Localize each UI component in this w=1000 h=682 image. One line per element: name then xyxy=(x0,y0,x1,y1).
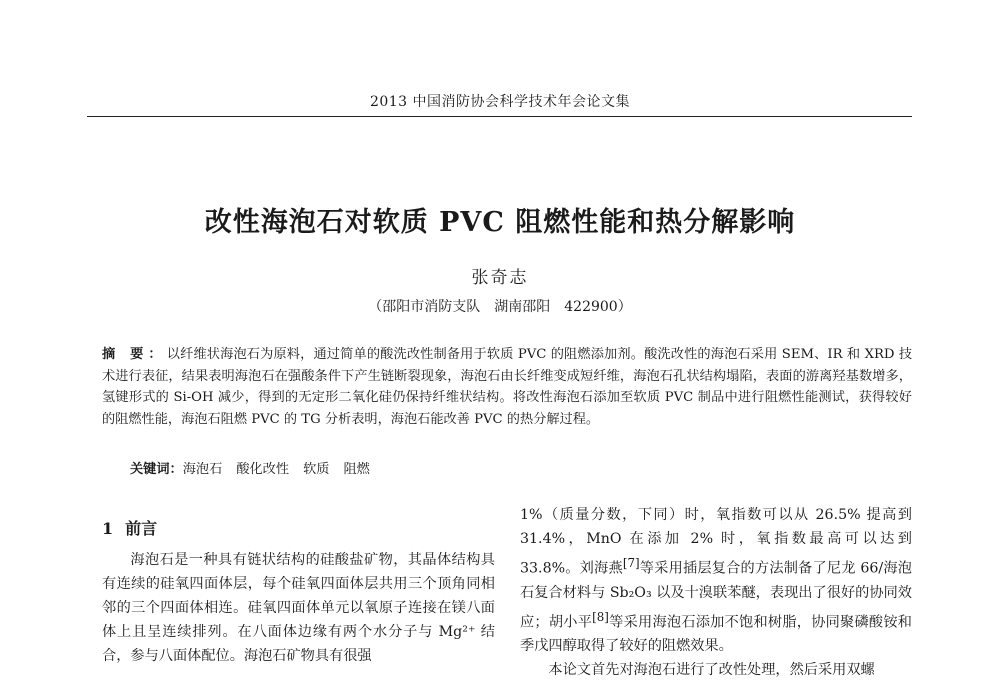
header-rule xyxy=(87,116,912,117)
abstract-label: 摘 要： xyxy=(102,347,167,362)
affiliation-close-paren: ） xyxy=(617,299,632,315)
affiliation xyxy=(0,296,1000,316)
keyword: 软质 xyxy=(303,462,330,477)
right-paragraph-1 xyxy=(520,503,912,658)
affiliation-open-paren: （ xyxy=(368,299,383,315)
right-column xyxy=(520,503,912,682)
right-paragraph-1-part2: 等采用插层复合的方法制备了尼龙 66/海泡石复合材料与 Sb₂O₃ 以及十溴联苯醚，表现出了很好的协同效应；胡小平 xyxy=(520,560,912,631)
left-column xyxy=(102,548,495,668)
keywords xyxy=(130,460,910,480)
running-header: 2013 中国消防协会科学技术年会论文集 xyxy=(369,94,631,110)
keywords-label: 关键词： xyxy=(130,462,183,477)
keyword: 海泡石 xyxy=(182,462,223,477)
author-name: 张奇志 xyxy=(471,268,529,288)
affiliation-zip: 422900 xyxy=(564,299,618,315)
citation-8: [8] xyxy=(592,609,609,624)
paper-title: 改性海泡石对软质 PVC 阻燃性能和热分解影响 xyxy=(204,207,796,238)
abstract-text: 以纤维状海泡石为原料，通过简单的酸洗改性制备用于软质 PVC 的阻燃添加剂。酸洗改性的海泡石采用 SEM、IR 和 XRD 技术进行表征，结果表明海泡石在强酸条件下产生链断裂现象，海泡石由长纤维变成短纤维，海泡石孔状结构塌陷，表面的游离羟基数增多，氢键形式的 Si-OH 减少，得到的无定形二氧化硅仍保持纤维状结构。将改性海泡石添加至软质 PVC 制品中进行阻燃性能测试，获得较好的阻燃性能，海泡石阻燃 PVC 的 TG 分析表明，海泡石能改善 PVC 的热分解过程。 xyxy=(102,347,913,427)
section-title: 前言 xyxy=(125,519,158,538)
right-paragraph-2: 本论文首先对海泡石进行了改性处理，然后采用双螺 xyxy=(548,662,875,679)
section-heading xyxy=(102,516,157,539)
affiliation-place: 湖南邵阳 xyxy=(494,299,551,315)
affiliation-org: 邵阳市消防支队 xyxy=(382,299,481,315)
section-number: 1 xyxy=(102,519,114,538)
right-paragraph-1-part3: 等采用海泡石添加不饱和树脂，协同聚磷酸铵和季戊四醇取得了较好的阻燃效果。 xyxy=(520,614,912,655)
right-paragraph-1-part1: 1%（质量分数，下同）时，氧指数可以从 26.5% 提高到 31.4%，MnO 在添加 2% 时，氧指数最高可以达到 33.8%。刘海燕 xyxy=(520,507,912,577)
abstract xyxy=(102,344,912,430)
keyword: 阻燃 xyxy=(343,462,370,477)
citation-7: [7] xyxy=(622,556,640,570)
keyword: 酸化改性 xyxy=(236,462,290,477)
left-paragraph: 海泡石是一种具有链状结构的硅酸盐矿物，其晶体结构具有连续的硅氧四面体层，每个硅氧四面体层共用三个顶角同相邻的三个四面体相连。硅氧四面体单元以氧原子连接在镁八面体上且呈连续排列。在八面体边缘有两个水分子与 Mg²⁺ 结合，参与八面体配位。海泡石矿物具有很强 xyxy=(102,552,495,664)
